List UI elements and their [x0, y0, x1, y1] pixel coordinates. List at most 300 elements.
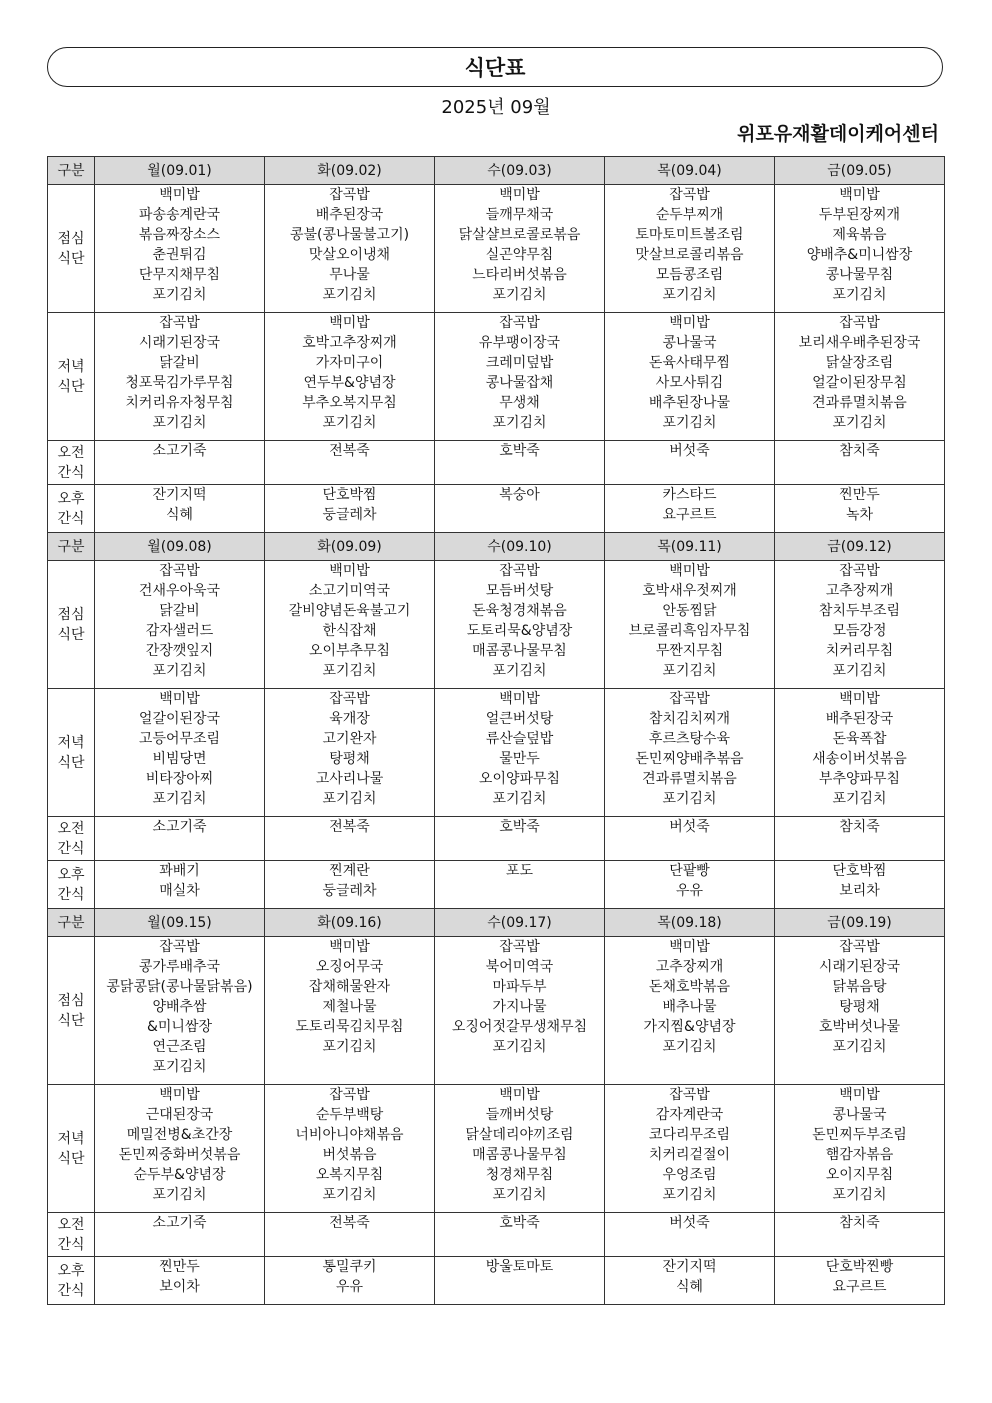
menu-item: 청경채무침: [485, 1167, 554, 1183]
menu-item: 모듬버섯탕: [485, 583, 554, 599]
menu-item: 잡곡밥: [839, 563, 880, 579]
menu-item: 배추나물: [662, 999, 717, 1015]
menu-item: 포기김치: [662, 663, 717, 679]
menu-item: 전복죽: [329, 1215, 370, 1231]
menu-item: 포기김치: [152, 1059, 207, 1075]
menu-cell: [435, 1213, 605, 1257]
menu-cell: [605, 441, 775, 485]
menu-cell: [775, 937, 945, 1085]
menu-item: 소고기죽: [152, 443, 207, 459]
menu-item: 참치두부조림: [818, 603, 901, 619]
menu-item: 배추된장국: [825, 711, 894, 727]
menu-item: 포기김치: [322, 791, 377, 807]
menu-item: 포기김치: [492, 415, 547, 431]
menu-item: 콩나물잡채: [485, 375, 554, 391]
menu-cell: [265, 937, 435, 1085]
menu-item: 카스타드: [662, 487, 717, 503]
menu-item: 백미밥: [499, 187, 540, 203]
menu-item: 백미밥: [159, 187, 200, 203]
menu-item: 포기김치: [152, 287, 207, 303]
menu-cell: [95, 313, 265, 441]
menu-cell: [435, 185, 605, 313]
menu-item: 통밀쿠키: [322, 1259, 377, 1275]
menu-item: 복숭아: [499, 487, 540, 503]
menu-item: 백미밥: [329, 563, 370, 579]
category-label: [48, 1213, 95, 1257]
menu-item: 양배추&미니쌈장: [806, 247, 913, 263]
menu-item: 메밀전병&초간장: [126, 1127, 233, 1143]
menu-item: 포기김치: [152, 1187, 207, 1203]
menu-item: 방울토마토: [485, 1259, 554, 1275]
week-header-row: [48, 157, 945, 185]
menu-item: 감자계란국: [655, 1107, 724, 1123]
menu-item: 포기김치: [492, 1187, 547, 1203]
menu-item: 코다리무조림: [648, 1127, 731, 1143]
menu-item: 둥글레차: [322, 507, 377, 523]
menu-item: 건새우아욱국: [138, 583, 221, 599]
menu-item: 포기김치: [832, 287, 887, 303]
menu-item: 호박고추장찌개: [302, 335, 397, 351]
category-label-line: 간식: [57, 1282, 85, 1299]
menu-item: 포기김치: [832, 1039, 887, 1055]
menu-cell: [775, 1257, 945, 1305]
menu-cell: [605, 561, 775, 689]
menu-item: 매실차: [159, 883, 200, 899]
menu-item: 매콤콩나물무침: [472, 643, 567, 659]
menu-cell: [605, 937, 775, 1085]
pm-snack-row: [48, 861, 945, 909]
menu-item: 요구르트: [832, 1279, 887, 1295]
menu-item: 잡곡밥: [669, 187, 710, 203]
menu-cell: [265, 861, 435, 909]
menu-item: 볶음짜장소스: [138, 227, 221, 243]
dinner-row: [48, 1085, 945, 1213]
menu-cell: [775, 485, 945, 533]
day-header: 화(09.09): [265, 533, 435, 561]
menu-item: 녹차: [845, 507, 874, 523]
menu-item: 백미밥: [329, 315, 370, 331]
menu-item: 호박버섯나물: [818, 1019, 901, 1035]
menu-item: 콩나물무침: [825, 267, 894, 283]
menu-item: 맛살오이냉채: [308, 247, 391, 263]
menu-item: 백미밥: [669, 563, 710, 579]
menu-item: &미니쌈장: [146, 1019, 212, 1035]
menu-cell: [435, 861, 605, 909]
category-label-line: 점심: [57, 992, 85, 1009]
menu-item: 탕평채: [839, 999, 880, 1015]
menu-item: 크레미덮밥: [485, 355, 554, 371]
menu-item: 오징어무국: [315, 959, 384, 975]
menu-item: 닭갈비: [159, 603, 200, 619]
day-header: 화(09.02): [265, 157, 435, 185]
menu-item: 배추된장국: [315, 207, 384, 223]
menu-item: 얼갈이된장무침: [812, 375, 907, 391]
center-name: 위포유재활데이케어센터: [737, 123, 939, 145]
menu-cell: [605, 313, 775, 441]
menu-item: 오복지무침: [315, 1167, 384, 1183]
menu-item: 버섯죽: [669, 443, 710, 459]
menu-item: 콩가루배추국: [138, 959, 221, 975]
menu-item: 포도: [505, 863, 534, 879]
category-label-line: 오후: [57, 490, 85, 507]
menu-item: 닭살데리야끼조림: [465, 1127, 574, 1143]
category-label: [48, 1085, 95, 1213]
menu-item: 백미밥: [159, 691, 200, 707]
category-label-line: 식단: [57, 754, 85, 771]
menu-item: 류산슬덮밥: [485, 731, 554, 747]
menu-cell: [775, 561, 945, 689]
menu-item: 부추오복지무침: [302, 395, 397, 411]
menu-item: 가지나물: [492, 999, 547, 1015]
menu-item: 춘권튀김: [152, 247, 207, 263]
menu-item: 백미밥: [499, 691, 540, 707]
menu-item: 둥글레차: [322, 883, 377, 899]
menu-item: 포기김치: [152, 415, 207, 431]
menu-item: 토마토미트볼조림: [635, 227, 744, 243]
menu-cell: [95, 441, 265, 485]
menu-item: 치커리유자청무침: [125, 395, 234, 411]
menu-item: 잡곡밥: [159, 315, 200, 331]
category-label-line: 점심: [57, 606, 85, 623]
menu-item: 연근조림: [152, 1039, 207, 1055]
pm-snack-row: [48, 1257, 945, 1305]
menu-cell: [605, 817, 775, 861]
menu-item: 전복죽: [329, 819, 370, 835]
menu-item: 버섯죽: [669, 1215, 710, 1231]
menu-cell: [605, 689, 775, 817]
menu-item: 모듬강정: [832, 623, 887, 639]
category-label-line: 간식: [57, 1236, 85, 1253]
menu-cell: [265, 561, 435, 689]
menu-item: 콩불(콩나물불고기): [289, 227, 410, 243]
menu-item: 도토리묵김치무침: [295, 1019, 404, 1035]
menu-item: 우유: [335, 1279, 364, 1295]
menu-cell: [435, 441, 605, 485]
menu-item: 갈비양념돈육불고기: [288, 603, 411, 619]
day-header: 수(09.17): [435, 909, 605, 937]
menu-item: 소고기죽: [152, 819, 207, 835]
menu-item: 고등어무조림: [138, 731, 221, 747]
menu-item: 포기김치: [322, 663, 377, 679]
menu-item: 고기완자: [322, 731, 377, 747]
menu-item: 식혜: [675, 1279, 704, 1295]
month-label: 2025년 09월: [441, 97, 551, 118]
menu-cell: [435, 561, 605, 689]
menu-item: 단호박찜: [322, 487, 377, 503]
week-header-row: [48, 909, 945, 937]
menu-item: 돈민찌두부조림: [812, 1127, 907, 1143]
menu-item: 가자미구이: [315, 355, 384, 371]
menu-item: 잡곡밥: [499, 563, 540, 579]
menu-item: 안동찜닭: [662, 603, 717, 619]
menu-item: 식혜: [165, 507, 194, 523]
menu-item: 포기김치: [832, 1187, 887, 1203]
menu-item: 후르츠탕수육: [648, 731, 731, 747]
menu-item: 제철나물: [322, 999, 377, 1015]
menu-cell: [265, 689, 435, 817]
menu-item: 단호박찐빵: [825, 1259, 894, 1275]
menu-item: 들깨무채국: [485, 207, 554, 223]
category-label-line: 오전: [57, 820, 85, 837]
menu-item: 순두부&양념장: [133, 1167, 226, 1183]
menu-item: 포기김치: [322, 1187, 377, 1203]
menu-item: 간장깻잎지: [145, 643, 214, 659]
menu-item: 포기김치: [832, 415, 887, 431]
category-label: [48, 861, 95, 909]
menu-cell: [95, 1257, 265, 1305]
menu-cell: [605, 1213, 775, 1257]
menu-item: 잡곡밥: [669, 1087, 710, 1103]
menu-cell: [95, 561, 265, 689]
menu-item: 무나물: [329, 267, 370, 283]
menu-cell: [265, 485, 435, 533]
page-title: 식단표: [464, 56, 526, 80]
menu-item: 돈채호박볶음: [648, 979, 731, 995]
menu-item: 브로콜리흑임자무침: [628, 623, 751, 639]
menu-item: 닭갈비: [159, 355, 200, 371]
menu-item: 단팥빵: [669, 863, 710, 879]
menu-item: 오징어젓갈무생채무침: [451, 1019, 588, 1035]
category-label: [48, 1257, 95, 1305]
menu-item: 맛살브로콜리볶음: [635, 247, 744, 263]
menu-cell: [605, 1257, 775, 1305]
menu-item: 무짠지무침: [655, 643, 724, 659]
menu-item: 참치죽: [839, 1215, 880, 1231]
menu-item: 보리새우배추된장국: [798, 335, 921, 351]
menu-table: [47, 156, 945, 1305]
menu-item: 잡곡밥: [329, 187, 370, 203]
menu-item: 포기김치: [832, 791, 887, 807]
menu-item: 백미밥: [669, 315, 710, 331]
menu-item: 돈육폭찹: [832, 731, 887, 747]
menu-item: 백미밥: [839, 187, 880, 203]
menu-item: 탕평채: [329, 751, 370, 767]
category-label-line: 점심: [57, 230, 85, 247]
category-header: 구분: [48, 157, 95, 185]
menu-item: 비빔당면: [152, 751, 207, 767]
week-header-row: [48, 533, 945, 561]
category-label-line: 식단: [57, 626, 85, 643]
am-snack-row: [48, 441, 945, 485]
menu-item: 잡곡밥: [159, 939, 200, 955]
menu-item: 너비아니야채볶음: [295, 1127, 404, 1143]
menu-item: 호박새우젓찌개: [642, 583, 737, 599]
category-label-line: 식단: [57, 1150, 85, 1167]
day-header: 목(09.04): [605, 157, 775, 185]
menu-item: 잡곡밥: [839, 939, 880, 955]
title-box: [47, 47, 943, 87]
category-label: [48, 441, 95, 485]
menu-item: 돈육사태무찜: [648, 355, 731, 371]
menu-item: 버섯볶음: [322, 1147, 377, 1163]
menu-item: 고추장찌개: [655, 959, 724, 975]
menu-item: 실곤약무침: [485, 247, 554, 263]
category-label-line: 간식: [57, 510, 85, 527]
lunch-row: [48, 185, 945, 313]
menu-cell: [265, 441, 435, 485]
menu-cell: [435, 1085, 605, 1213]
menu-cell: [605, 485, 775, 533]
menu-cell: [95, 817, 265, 861]
menu-item: 잡곡밥: [669, 691, 710, 707]
menu-item: 포기김치: [832, 663, 887, 679]
category-label-line: 오전: [57, 444, 85, 461]
pm-snack-row: [48, 485, 945, 533]
category-label: [48, 561, 95, 689]
menu-item: 잡곡밥: [839, 315, 880, 331]
category-label-line: 간식: [57, 840, 85, 857]
menu-item: 잡곡밥: [329, 1087, 370, 1103]
menu-item: 백미밥: [329, 939, 370, 955]
menu-item: 제육볶음: [832, 227, 887, 243]
menu-item: 우유: [675, 883, 704, 899]
menu-item: 포기김치: [492, 791, 547, 807]
menu-item: 고사리나물: [315, 771, 384, 787]
menu-item: 잡곡밥: [329, 691, 370, 707]
menu-item: 포기김치: [152, 791, 207, 807]
menu-item: 무생채: [499, 395, 540, 411]
menu-item: 요구르트: [662, 507, 717, 523]
menu-cell: [775, 861, 945, 909]
menu-item: 연두부&양념장: [303, 375, 396, 391]
day-header: 수(09.03): [435, 157, 605, 185]
menu-item: 시래기된장국: [138, 335, 221, 351]
menu-item: 육개장: [329, 711, 370, 727]
menu-item: 전복죽: [329, 443, 370, 459]
category-label: [48, 937, 95, 1085]
category-label-line: 식단: [57, 1012, 85, 1029]
category-header: 구분: [48, 909, 95, 937]
menu-item: 견과류멸치볶음: [812, 395, 907, 411]
menu-item: 잡채해물완자: [308, 979, 391, 995]
menu-item: 백미밥: [839, 1087, 880, 1103]
category-label: [48, 689, 95, 817]
menu-item: 두부된장찌개: [818, 207, 901, 223]
menu-item: 우엉조림: [662, 1167, 717, 1183]
menu-item: 포기김치: [662, 791, 717, 807]
menu-item: 찐계란: [329, 863, 370, 879]
menu-item: 꽈배기: [159, 863, 200, 879]
menu-item: 포기김치: [322, 415, 377, 431]
category-label-line: 간식: [57, 886, 85, 903]
menu-item: 닭볶음탕: [832, 979, 887, 995]
menu-cell: [775, 313, 945, 441]
menu-cell: [775, 1085, 945, 1213]
day-header: 금(09.12): [775, 533, 945, 561]
menu-item: 백미밥: [159, 1087, 200, 1103]
menu-cell: [435, 817, 605, 861]
menu-item: 들깨버섯탕: [485, 1107, 554, 1123]
menu-cell: [95, 185, 265, 313]
category-header: 구분: [48, 533, 95, 561]
menu-cell: [775, 1213, 945, 1257]
menu-item: 호박죽: [499, 819, 540, 835]
menu-cell: [435, 485, 605, 533]
menu-item: 잡곡밥: [499, 939, 540, 955]
menu-item: 포기김치: [662, 287, 717, 303]
menu-cell: [265, 185, 435, 313]
menu-item: 닭살장조림: [825, 355, 894, 371]
day-header: 화(09.16): [265, 909, 435, 937]
menu-item: 오이지무침: [825, 1167, 894, 1183]
menu-item: 오이부추무침: [308, 643, 391, 659]
lunch-row: [48, 937, 945, 1085]
menu-item: 포기김치: [322, 287, 377, 303]
menu-item: 느타리버섯볶음: [472, 267, 567, 283]
menu-item: 포기김치: [662, 1187, 717, 1203]
menu-item: 백미밥: [839, 691, 880, 707]
am-snack-row: [48, 817, 945, 861]
day-header: 월(09.15): [95, 909, 265, 937]
menu-item: 비타장아찌: [145, 771, 214, 787]
category-label: [48, 185, 95, 313]
day-header: 금(09.19): [775, 909, 945, 937]
menu-cell: [435, 689, 605, 817]
day-header: 수(09.10): [435, 533, 605, 561]
menu-item: 순두부백탕: [315, 1107, 384, 1123]
menu-item: 잔기지떡: [662, 1259, 717, 1275]
menu-item: 단호박찜: [832, 863, 887, 879]
menu-cell: [95, 861, 265, 909]
category-label-line: 간식: [57, 464, 85, 481]
menu-item: 치커리무침: [825, 643, 894, 659]
menu-item: 돈민찌중화버섯볶음: [118, 1147, 241, 1163]
menu-item: 포기김치: [492, 287, 547, 303]
menu-item: 유부팽이장국: [478, 335, 561, 351]
menu-item: 순두부찌개: [655, 207, 724, 223]
menu-item: 포기김치: [662, 1039, 717, 1055]
menu-item: 햄감자볶음: [825, 1147, 894, 1163]
menu-item: 콩닭콩닭(콩나물닭볶음): [106, 979, 253, 995]
menu-item: 도토리묵&양념장: [466, 623, 573, 639]
menu-item: 닭살샬브로콜로볶음: [458, 227, 581, 243]
menu-item: 잡곡밥: [499, 315, 540, 331]
menu-item: 포기김치: [662, 415, 717, 431]
menu-item: 호박죽: [499, 1215, 540, 1231]
menu-item: 버섯죽: [669, 819, 710, 835]
menu-item: 북어미역국: [485, 959, 554, 975]
menu-item: 호박죽: [499, 443, 540, 459]
menu-item: 부추양파무침: [818, 771, 901, 787]
menu-item: 새송이버섯볶음: [812, 751, 907, 767]
menu-item: 참치죽: [839, 443, 880, 459]
menu-item: 포기김치: [322, 1039, 377, 1055]
category-label-line: 오전: [57, 1216, 85, 1233]
menu-item: 오이양파무침: [478, 771, 561, 787]
menu-item: 참치죽: [839, 819, 880, 835]
menu-item: 단무지채무침: [138, 267, 221, 283]
category-label-line: 식단: [57, 250, 85, 267]
menu-item: 백미밥: [669, 939, 710, 955]
menu-item: 얼갈이된장국: [138, 711, 221, 727]
category-label-line: 오후: [57, 866, 85, 883]
menu-cell: [435, 1257, 605, 1305]
menu-cell: [605, 1085, 775, 1213]
category-label-line: 저녁: [57, 734, 85, 751]
menu-item: 매콤콩나물무침: [472, 1147, 567, 1163]
menu-item: 마파두부: [492, 979, 547, 995]
menu-item: 배추된장나물: [648, 395, 731, 411]
category-label: [48, 485, 95, 533]
menu-item: 참치김치찌개: [648, 711, 731, 727]
menu-item: 돈육청경채볶음: [472, 603, 567, 619]
menu-cell: [775, 689, 945, 817]
menu-item: 가지찜&양념장: [643, 1019, 736, 1035]
menu-cell: [95, 485, 265, 533]
dinner-row: [48, 689, 945, 817]
menu-item: 찐만두: [839, 487, 880, 503]
menu-cell: [265, 313, 435, 441]
